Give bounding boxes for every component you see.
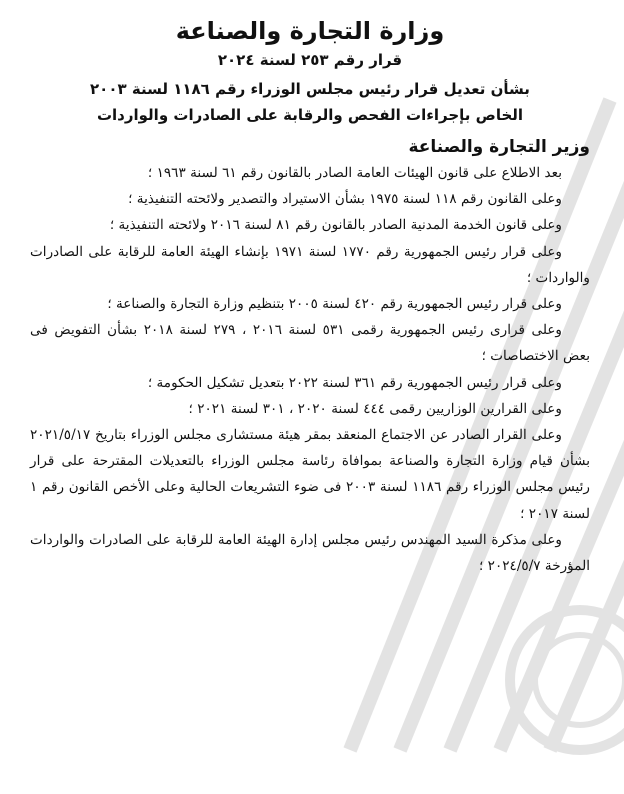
- preamble-paragraph: وعلى قرار رئيس الجمهورية رقم ٣٦١ لسنة ٢٠٢٢ بتعديل تشكيل الحكومة ؛: [147, 374, 562, 391]
- preamble-paragraph: وعلى القرار الصادر عن الاجتماع المنعقد بمقر هيئة مستشارى مجلس الوزراء بتاريخ ٢٠٢١/٥/١٧ بشأن قيام وزارة التجارة والصناعة بموافاة رئاسة مجلس الوزراء بالتعديلات المقترحة على قرار رئيس مجلس الوزراء رقم ١١٨٦ لسنة ٢٠٠٣ فى ضوء التشريعات الحالية وعلى الأخص القانون رقم ١ لسنة ٢٠١٧ ؛: [30, 427, 590, 522]
- preamble-paragraph: وعلى قرار رئيس الجمهورية رقم ١٧٧٠ لسنة ١٩٧١ بإنشاء الهيئة العامة للرقابة على الصادرات والواردات ؛: [30, 243, 590, 286]
- decree-document: [30, 14, 590, 579]
- preamble-paragraph: وعلى مذكرة السيد المهندس رئيس مجلس إدارة الهيئة العامة للرقابة على الصادرات والواردات المؤرخة ٢٠٢٤/٥/٧ ؛: [30, 531, 590, 575]
- decree-number: قرار رقم ٢٥٣ لسنة ٢٠٢٤: [217, 51, 403, 69]
- preamble-paragraph: وعلى قرار رئيس الجمهورية رقم ٤٢٠ لسنة ٢٠٠٥ بتنظيم وزارة التجارة والصناعة ؛: [107, 296, 562, 313]
- decree-subject-line-2: الخاص بإجراءات الفحص والرقابة على الصادرات والواردات: [96, 106, 524, 124]
- decree-subject: [30, 76, 590, 128]
- preamble: [30, 160, 590, 579]
- preamble-paragraph: وعلى القرارين الوزاريين رقمى ٤٤٤ لسنة ٢٠٢٠ ، ٣٠١ لسنة ٢٠٢١ ؛: [188, 400, 562, 417]
- decree-subject-line-1: بشأن تعديل قرار رئيس مجلس الوزراء رقم ١١٨٦ لسنة ٢٠٠٣: [90, 80, 530, 98]
- preamble-paragraph: بعد الاطلاع على قانون الهيئات العامة الصادر بالقانون رقم ٦١ لسنة ١٩٦٣ ؛: [147, 165, 562, 181]
- ministry-title: وزارة التجارة والصناعة: [175, 17, 445, 45]
- issuer-title: وزير التجارة والصناعة: [408, 137, 590, 157]
- preamble-paragraph: وعلى قانون الخدمة المدنية الصادر بالقانون رقم ٨١ لسنة ٢٠١٦ ولائحته التنفيذية ؛: [109, 217, 562, 234]
- preamble-paragraph: وعلى القانون رقم ١١٨ لسنة ١٩٧٥ بشأن الاستيراد والتصدير ولائحته التنفيذية ؛: [128, 191, 562, 208]
- preamble-paragraph: وعلى قرارى رئيس الجمهورية رقمى ٥٣١ لسنة ٢٠١٦ ، ٢٧٩ لسنة ٢٠١٨ بشأن التفويض فى بعض الاختصاصات ؛: [30, 322, 590, 365]
